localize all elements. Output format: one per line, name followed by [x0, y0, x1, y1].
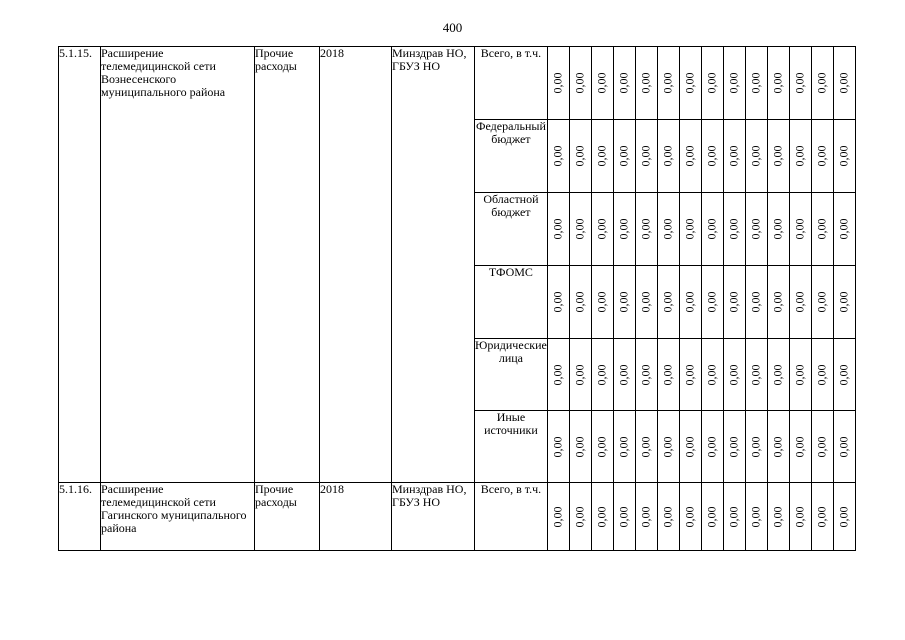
amount-value: 0,00: [726, 72, 741, 94]
amount-value: 0,00: [660, 218, 675, 240]
amount-cell: [569, 411, 591, 483]
amount-cell: [701, 47, 723, 120]
funding-source: Областной бюджет: [475, 193, 548, 266]
amount-value: 0,00: [594, 291, 609, 313]
amount-value: 0,00: [814, 364, 829, 385]
amount-cell: [811, 411, 833, 483]
amount-cell: [613, 193, 635, 266]
amount-cell: [679, 47, 701, 120]
amount-cell: [635, 120, 657, 193]
amount-value: 0,00: [594, 506, 609, 527]
amount-value: 0,00: [836, 291, 851, 313]
expense-type: Прочие расходы: [255, 47, 320, 483]
item-number: 5.1.16.: [59, 483, 101, 551]
item-number: 5.1.15.: [59, 47, 101, 483]
amount-cell: [833, 193, 855, 266]
amount-value: 0,00: [726, 291, 741, 313]
amount-cell: [591, 47, 613, 120]
amount-cell: [745, 47, 767, 120]
amount-value: 0,00: [704, 72, 719, 94]
amount-value: 0,00: [792, 72, 807, 94]
amount-value: 0,00: [770, 436, 785, 457]
amount-cell: [635, 339, 657, 411]
amount-cell: [547, 193, 569, 266]
item-executor: Минздрав НО, ГБУЗ НО: [392, 483, 475, 551]
amount-cell: [745, 411, 767, 483]
amount-value: 0,00: [770, 291, 785, 313]
amount-cell: [745, 339, 767, 411]
amount-value: 0,00: [748, 364, 763, 385]
amount-cell: [613, 411, 635, 483]
item-name: Расширение телемедицинской сети Гагинского муниципального района: [101, 483, 255, 551]
amount-cell: [767, 120, 789, 193]
amount-value: 0,00: [660, 291, 675, 313]
amount-value: 0,00: [660, 145, 675, 167]
table-row: [59, 47, 856, 120]
item-name: Расширение телемедицинской сети Вознесенского муниципального района: [101, 47, 255, 483]
amount-value: 0,00: [836, 436, 851, 457]
amount-value: 0,00: [704, 218, 719, 240]
amount-value: 0,00: [638, 364, 653, 385]
amount-cell: [679, 411, 701, 483]
amount-cell: [701, 411, 723, 483]
amount-value: 0,00: [638, 218, 653, 240]
amount-value: 0,00: [616, 364, 631, 385]
amount-cell: [569, 120, 591, 193]
amount-cell: [767, 193, 789, 266]
amount-cell: [745, 193, 767, 266]
amount-value: 0,00: [638, 436, 653, 457]
amount-value: 0,00: [836, 72, 851, 94]
amount-cell: [569, 483, 591, 551]
amount-cell: [591, 339, 613, 411]
amount-cell: [657, 266, 679, 339]
amount-cell: [635, 193, 657, 266]
amount-value: 0,00: [792, 291, 807, 313]
amount-cell: [547, 339, 569, 411]
amount-value: 0,00: [682, 72, 697, 94]
page-number: 400: [442, 20, 463, 35]
funding-source: Всего, в т.ч.: [475, 47, 548, 120]
amount-value: 0,00: [770, 218, 785, 240]
amount-value: 0,00: [550, 291, 565, 313]
amount-cell: [635, 483, 657, 551]
item-executor: Минздрав НО, ГБУЗ НО: [392, 47, 475, 483]
amount-cell: [635, 411, 657, 483]
amount-value: 0,00: [660, 364, 675, 385]
amount-value: 0,00: [682, 291, 697, 313]
amount-cell: [547, 120, 569, 193]
amount-cell: [723, 193, 745, 266]
amount-cell: [635, 266, 657, 339]
amount-value: 0,00: [792, 436, 807, 457]
amount-value: 0,00: [726, 218, 741, 240]
amount-value: 0,00: [814, 218, 829, 240]
funding-source: Иные источники: [475, 411, 548, 483]
amount-cell: [833, 120, 855, 193]
amount-cell: [569, 47, 591, 120]
amount-cell: [833, 339, 855, 411]
amount-value: 0,00: [792, 506, 807, 527]
amount-cell: [701, 120, 723, 193]
amount-cell: [547, 266, 569, 339]
amount-value: 0,00: [572, 218, 587, 240]
amount-value: 0,00: [572, 291, 587, 313]
amount-cell: [723, 339, 745, 411]
amount-cell: [679, 120, 701, 193]
amount-cell: [745, 120, 767, 193]
amount-cell: [745, 266, 767, 339]
amount-value: 0,00: [616, 218, 631, 240]
amount-value: 0,00: [616, 72, 631, 94]
amount-value: 0,00: [550, 145, 565, 167]
amount-value: 0,00: [726, 145, 741, 167]
amount-cell: [701, 339, 723, 411]
amount-value: 0,00: [682, 364, 697, 385]
amount-cell: [657, 193, 679, 266]
amount-cell: [679, 193, 701, 266]
amount-value: 0,00: [572, 145, 587, 167]
amount-value: 0,00: [594, 364, 609, 385]
amount-cell: [789, 339, 811, 411]
amount-value: 0,00: [594, 145, 609, 167]
amount-cell: [657, 339, 679, 411]
amount-value: 0,00: [814, 72, 829, 94]
funding-source: ТФОМС: [475, 266, 548, 339]
amount-value: 0,00: [682, 506, 697, 527]
amount-cell: [833, 411, 855, 483]
amount-value: 0,00: [814, 291, 829, 313]
amount-cell: [723, 266, 745, 339]
amount-cell: [591, 120, 613, 193]
amount-cell: [657, 411, 679, 483]
amount-value: 0,00: [682, 436, 697, 457]
amount-value: 0,00: [638, 291, 653, 313]
amount-cell: [811, 339, 833, 411]
amount-value: 0,00: [616, 291, 631, 313]
amount-cell: [569, 339, 591, 411]
amount-value: 0,00: [726, 436, 741, 457]
amount-value: 0,00: [660, 72, 675, 94]
amount-value: 0,00: [748, 436, 763, 457]
amount-cell: [767, 339, 789, 411]
amount-value: 0,00: [550, 436, 565, 457]
funding-source: Всего, в т.ч.: [475, 483, 548, 551]
amount-value: 0,00: [616, 436, 631, 457]
amount-cell: [745, 483, 767, 551]
amount-value: 0,00: [704, 436, 719, 457]
amount-value: 0,00: [550, 506, 565, 527]
amount-cell: [569, 193, 591, 266]
amount-value: 0,00: [836, 506, 851, 527]
amount-value: 0,00: [616, 506, 631, 527]
amount-cell: [591, 266, 613, 339]
amount-value: 0,00: [814, 436, 829, 457]
amount-cell: [789, 120, 811, 193]
amount-cell: [811, 120, 833, 193]
amount-value: 0,00: [814, 506, 829, 527]
amount-value: 0,00: [550, 218, 565, 240]
funding-table: [58, 46, 856, 551]
amount-value: 0,00: [836, 364, 851, 385]
amount-cell: [789, 47, 811, 120]
amount-value: 0,00: [660, 506, 675, 527]
funding-source: Федеральный бюджет: [475, 120, 548, 193]
amount-value: 0,00: [704, 364, 719, 385]
amount-cell: [723, 411, 745, 483]
amount-cell: [613, 47, 635, 120]
amount-cell: [767, 47, 789, 120]
amount-cell: [657, 483, 679, 551]
amount-value: 0,00: [770, 364, 785, 385]
amount-cell: [613, 483, 635, 551]
expense-type: Прочие расходы: [255, 483, 320, 551]
amount-value: 0,00: [660, 436, 675, 457]
amount-value: 0,00: [792, 218, 807, 240]
amount-cell: [613, 266, 635, 339]
amount-cell: [789, 266, 811, 339]
amount-value: 0,00: [726, 506, 741, 527]
amount-value: 0,00: [594, 72, 609, 94]
amount-cell: [767, 411, 789, 483]
table-body: [59, 47, 856, 551]
amount-cell: [723, 483, 745, 551]
amount-value: 0,00: [792, 364, 807, 385]
amount-value: 0,00: [638, 145, 653, 167]
amount-value: 0,00: [704, 145, 719, 167]
amount-value: 0,00: [748, 291, 763, 313]
amount-cell: [789, 193, 811, 266]
item-year: 2018: [320, 47, 392, 483]
amount-cell: [833, 483, 855, 551]
amount-cell: [657, 120, 679, 193]
amount-value: 0,00: [770, 72, 785, 94]
amount-cell: [833, 266, 855, 339]
amount-value: 0,00: [770, 506, 785, 527]
amount-cell: [767, 266, 789, 339]
amount-cell: [613, 120, 635, 193]
amount-value: 0,00: [704, 291, 719, 313]
amount-value: 0,00: [616, 145, 631, 167]
amount-cell: [591, 483, 613, 551]
amount-cell: [723, 47, 745, 120]
amount-cell: [547, 483, 569, 551]
amount-cell: [635, 47, 657, 120]
amount-cell: [547, 47, 569, 120]
amount-cell: [701, 483, 723, 551]
amount-value: 0,00: [638, 506, 653, 527]
amount-cell: [811, 47, 833, 120]
amount-cell: [789, 483, 811, 551]
amount-value: 0,00: [814, 145, 829, 167]
amount-value: 0,00: [836, 145, 851, 167]
amount-value: 0,00: [748, 145, 763, 167]
amount-value: 0,00: [594, 218, 609, 240]
amount-value: 0,00: [836, 218, 851, 240]
amount-cell: [679, 483, 701, 551]
amount-cell: [679, 266, 701, 339]
amount-value: 0,00: [682, 145, 697, 167]
amount-cell: [591, 193, 613, 266]
amount-cell: [811, 266, 833, 339]
amount-cell: [833, 47, 855, 120]
amount-value: 0,00: [748, 218, 763, 240]
amount-value: 0,00: [792, 145, 807, 167]
amount-cell: [723, 120, 745, 193]
amount-cell: [569, 266, 591, 339]
table-row: [59, 483, 856, 551]
amount-cell: [811, 193, 833, 266]
funding-source: Юридические лица: [475, 339, 548, 411]
amount-cell: [591, 411, 613, 483]
amount-value: 0,00: [572, 506, 587, 527]
amount-value: 0,00: [748, 72, 763, 94]
amount-cell: [789, 411, 811, 483]
amount-value: 0,00: [572, 72, 587, 94]
amount-value: 0,00: [550, 364, 565, 385]
amount-value: 0,00: [572, 436, 587, 457]
amount-cell: [811, 483, 833, 551]
amount-value: 0,00: [748, 506, 763, 527]
amount-value: 0,00: [550, 72, 565, 94]
amount-cell: [679, 339, 701, 411]
item-year: 2018: [320, 483, 392, 551]
amount-cell: [613, 339, 635, 411]
amount-cell: [701, 193, 723, 266]
amount-cell: [701, 266, 723, 339]
amount-value: 0,00: [770, 145, 785, 167]
amount-value: 0,00: [572, 364, 587, 385]
amount-cell: [657, 47, 679, 120]
amount-value: 0,00: [682, 218, 697, 240]
amount-value: 0,00: [726, 364, 741, 385]
amount-value: 0,00: [594, 436, 609, 457]
amount-cell: [547, 411, 569, 483]
amount-value: 0,00: [638, 72, 653, 94]
amount-value: 0,00: [704, 506, 719, 527]
amount-cell: [767, 483, 789, 551]
